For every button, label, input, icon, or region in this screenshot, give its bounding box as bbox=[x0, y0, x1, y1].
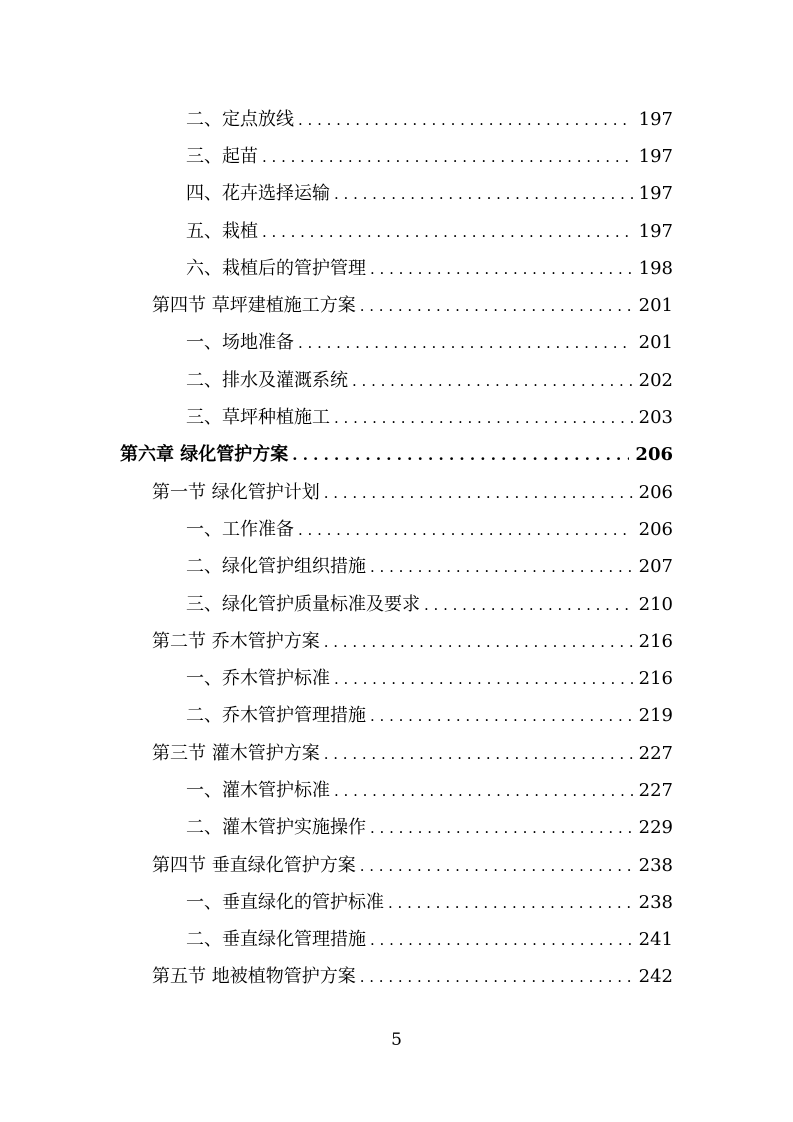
toc-entry-title: 五、栽植 bbox=[186, 220, 258, 242]
toc-entry-title: 第二节 乔木管护方案 bbox=[152, 630, 320, 652]
page-number: 5 bbox=[391, 1030, 402, 1050]
toc-dot-leader bbox=[352, 369, 633, 393]
toc-chapter-entry[interactable] bbox=[0, 437, 793, 474]
toc-section-entry[interactable] bbox=[0, 959, 793, 996]
toc-dot-leader bbox=[370, 928, 633, 952]
toc-entry-page: 203 bbox=[638, 407, 673, 429]
toc-entry[interactable] bbox=[0, 213, 793, 250]
toc-entry-page: 238 bbox=[638, 854, 673, 876]
toc-section-entry[interactable] bbox=[0, 474, 793, 511]
toc-dot-leader bbox=[298, 108, 633, 132]
toc-dot-leader bbox=[324, 742, 633, 766]
toc-section-entry[interactable] bbox=[0, 623, 793, 660]
toc-entry-page: 241 bbox=[638, 929, 673, 951]
toc-dot-leader bbox=[334, 667, 633, 691]
toc-entry-page: 197 bbox=[638, 220, 673, 242]
toc-entry-title: 二、定点放线 bbox=[186, 108, 294, 130]
toc-entry[interactable] bbox=[0, 176, 793, 213]
toc-entry-page: 201 bbox=[638, 295, 673, 317]
toc-entry-title: 第六章 绿化管护方案 bbox=[120, 444, 289, 466]
toc-entry-title: 第四节 草坪建植施工方案 bbox=[152, 295, 356, 317]
toc-dot-leader bbox=[370, 816, 633, 840]
toc-entry-page: 207 bbox=[638, 556, 673, 578]
toc-entry-page: 229 bbox=[638, 817, 673, 839]
toc-entry[interactable] bbox=[0, 362, 793, 399]
toc-section-entry[interactable] bbox=[0, 735, 793, 772]
toc-entry-title: 三、绿化管护质量标准及要求 bbox=[186, 593, 420, 615]
toc-entry-page: 216 bbox=[638, 668, 673, 690]
toc-entry-title: 三、起苗 bbox=[186, 145, 258, 167]
toc-entry-title: 第五节 地被植物管护方案 bbox=[152, 966, 356, 988]
toc-entry-title: 一、工作准备 bbox=[186, 518, 294, 540]
toc-dot-leader bbox=[324, 481, 633, 505]
toc-dot-leader bbox=[388, 891, 633, 915]
toc-entry-page: 238 bbox=[638, 891, 673, 913]
toc-entry[interactable] bbox=[0, 511, 793, 548]
toc-dot-leader bbox=[292, 443, 629, 467]
toc-dot-leader bbox=[334, 182, 633, 206]
toc-entry[interactable] bbox=[0, 884, 793, 921]
toc-entry-page: 201 bbox=[638, 332, 673, 354]
toc-entry-page: 206 bbox=[635, 444, 673, 466]
toc-entry[interactable] bbox=[0, 399, 793, 436]
toc-entry-title: 第一节 绿化管护计划 bbox=[152, 481, 320, 503]
toc-entry-title: 二、绿化管护组织措施 bbox=[186, 556, 366, 578]
table-of-contents bbox=[0, 101, 793, 996]
toc-entry[interactable] bbox=[0, 250, 793, 287]
toc-entry-title: 第三节 灌木管护方案 bbox=[152, 742, 320, 764]
toc-dot-leader bbox=[360, 294, 633, 318]
toc-section-entry[interactable] bbox=[0, 287, 793, 324]
toc-entry-title: 一、乔木管护标准 bbox=[186, 668, 330, 690]
toc-entry-title: 二、垂直绿化管理措施 bbox=[186, 929, 366, 951]
toc-entry-title: 二、乔木管护管理措施 bbox=[186, 705, 366, 727]
toc-entry-page: 206 bbox=[638, 481, 673, 503]
toc-entry-page: 202 bbox=[638, 369, 673, 391]
toc-dot-leader bbox=[370, 704, 633, 728]
toc-entry-page: 197 bbox=[638, 108, 673, 130]
toc-entry[interactable] bbox=[0, 101, 793, 138]
toc-dot-leader bbox=[262, 220, 633, 244]
toc-entry-page: 210 bbox=[638, 593, 673, 615]
toc-entry[interactable] bbox=[0, 772, 793, 809]
toc-entry-title: 一、场地准备 bbox=[186, 332, 294, 354]
toc-entry-page: 227 bbox=[638, 779, 673, 801]
toc-entry[interactable] bbox=[0, 586, 793, 623]
toc-entry-page: 198 bbox=[638, 257, 673, 279]
toc-entry-page: 242 bbox=[638, 966, 673, 988]
toc-entry[interactable] bbox=[0, 138, 793, 175]
toc-entry-page: 197 bbox=[638, 183, 673, 205]
toc-entry-page: 197 bbox=[638, 145, 673, 167]
toc-entry-title: 第四节 垂直绿化管护方案 bbox=[152, 854, 356, 876]
toc-dot-leader bbox=[324, 630, 633, 654]
toc-section-entry[interactable] bbox=[0, 847, 793, 884]
toc-entry-page: 227 bbox=[638, 742, 673, 764]
toc-entry-title: 六、栽植后的管护管理 bbox=[186, 257, 366, 279]
toc-entry-page: 216 bbox=[638, 630, 673, 652]
toc-dot-leader bbox=[360, 854, 633, 878]
toc-entry[interactable] bbox=[0, 698, 793, 735]
toc-entry-title: 一、灌木管护标准 bbox=[186, 779, 330, 801]
toc-dot-leader bbox=[370, 555, 633, 579]
toc-entry-page: 206 bbox=[638, 518, 673, 540]
toc-entry-title: 三、草坪种植施工 bbox=[186, 407, 330, 429]
toc-dot-leader bbox=[360, 965, 633, 989]
toc-entry[interactable] bbox=[0, 660, 793, 697]
toc-entry-title: 一、垂直绿化的管护标准 bbox=[186, 891, 384, 913]
toc-dot-leader bbox=[370, 257, 633, 281]
toc-entry-title: 四、花卉选择运输 bbox=[186, 183, 330, 205]
toc-entry-page: 219 bbox=[638, 705, 673, 727]
toc-entry[interactable] bbox=[0, 549, 793, 586]
toc-entry[interactable] bbox=[0, 922, 793, 959]
toc-entry[interactable] bbox=[0, 810, 793, 847]
toc-dot-leader bbox=[298, 518, 633, 542]
toc-dot-leader bbox=[424, 593, 633, 617]
toc-dot-leader bbox=[262, 145, 633, 169]
toc-dot-leader bbox=[298, 331, 633, 355]
toc-entry-title: 二、灌木管护实施操作 bbox=[186, 817, 366, 839]
toc-entry-title: 二、排水及灌溉系统 bbox=[186, 369, 348, 391]
toc-dot-leader bbox=[334, 406, 633, 430]
toc-entry[interactable] bbox=[0, 325, 793, 362]
toc-dot-leader bbox=[334, 779, 633, 803]
